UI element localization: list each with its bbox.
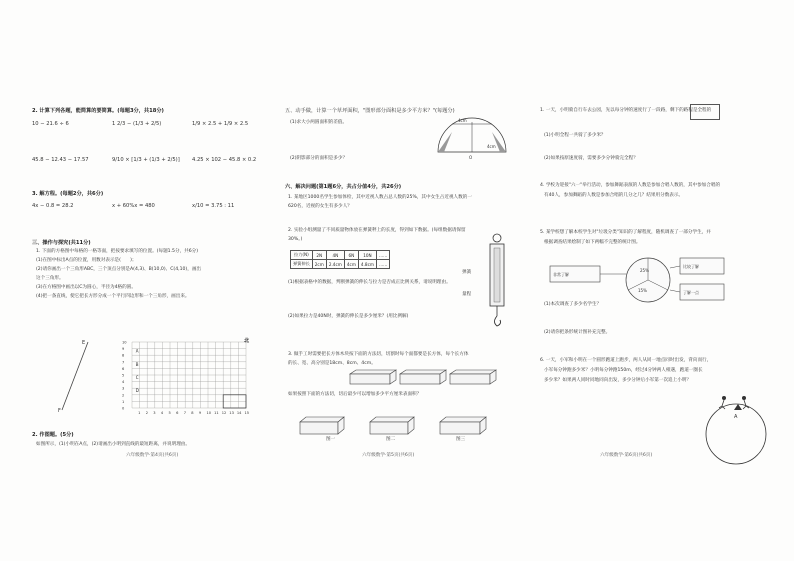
x-tick-label: 7: [183, 411, 186, 415]
section-title: 三、操作与探究(共11分): [32, 240, 91, 246]
table-row: [291, 260, 390, 269]
table-cell: ……: [376, 251, 389, 260]
question-text: (1)在图中标出A点的位置，用数对表示是( )；: [36, 258, 137, 263]
y-tick-label: 4: [122, 380, 125, 385]
spring-data-table: [290, 250, 390, 269]
label-e: E: [82, 340, 86, 346]
runner-label: A: [734, 414, 738, 420]
calc-item: 1/9 × 2.5 + 1/9 × 2.5: [192, 121, 249, 127]
question-text: (1)根据表格中的数据，判断弹簧的伸长与拉力是否成正比例关系，请说明理由。: [288, 280, 451, 285]
y-tick-label: 9: [122, 347, 125, 352]
running-track-figure: [700, 390, 780, 470]
question-text: 多少米？如果两人同时同地同向出发，多少分钟后小军第一次追上小明？: [544, 378, 692, 383]
question-text: 1. 某地区1000名学生参加体检，其中近视人数占总人数的25%，其中女生占近视人数的一: [288, 195, 472, 200]
fig-label-top: 4cm: [458, 118, 467, 123]
question-text: 如果按照下面的方法切，切后最少可以增加多少平方厘米表面积？: [288, 392, 422, 397]
grid-point-label: B: [135, 361, 139, 367]
y-tick-label: 5: [122, 373, 125, 378]
y-tick-label: 6: [122, 366, 125, 371]
y-tick-label: 2: [122, 393, 125, 398]
question-text: 有40人，参加舞蹈的人数是参加合唱的几分之几？结果用分数表示。: [544, 193, 684, 198]
y-tick-label: 10: [122, 340, 127, 345]
table-cell: 弹簧伸长: [291, 260, 313, 269]
y-tick-label: 0: [122, 406, 125, 411]
x-tick-label: 8: [191, 411, 194, 415]
answer-box: [690, 104, 720, 120]
x-tick-label: 11: [214, 411, 219, 415]
fig-label-mid: O: [469, 155, 473, 160]
block-caption: 图一: [326, 437, 336, 442]
fig-label-right: 4cm: [487, 144, 496, 149]
equation: x/10 = 3.75 : 11: [192, 203, 235, 209]
y-tick-label: 8: [122, 353, 125, 358]
question-text: (1)求大小两圆面积的差值。: [290, 120, 348, 125]
table-cell: 2.4cm: [326, 260, 344, 269]
table-cell: 4.8cm: [358, 260, 376, 269]
question-text: (2)请你把条形统计图补充完整。: [544, 330, 611, 335]
question-text: (1)本次调查了多少名学生？: [544, 302, 602, 307]
grid-point-label: C: [135, 374, 139, 380]
question-text: 2. 实验小组测量了不同质量物体放在弹簧秤上的长度，得到如下数据。(每组数据请保留: [288, 228, 466, 233]
question-text: 1. 下面的方格图中每格的一格等面，把按要求填写的位置。(每题1.5分，共6分): [36, 249, 199, 254]
chart-label: 了解一点: [683, 290, 699, 295]
x-tick-label: 9: [198, 411, 202, 415]
y-tick-label: 3: [122, 386, 125, 391]
question-text: 3. 做手工时需要把长方体木块按下面的方法切，切割时每个面都要是长方体，每个长方体: [288, 352, 469, 357]
question-text: 的长、宽、高分别是18cm、8cm、4cm。: [288, 361, 376, 366]
calc-item: 45.8 − 12.43 − 17.57: [32, 157, 89, 163]
block-row-top: [290, 368, 520, 390]
x-tick-label: 12: [221, 411, 227, 415]
table-cell: 4cm: [344, 260, 358, 269]
diagonal-line-figure: [58, 338, 98, 418]
semicircle-figure: [432, 112, 512, 162]
chart-label: 比较了解: [683, 264, 699, 269]
question-text: (2)请你画出一个三角形ABC，三个顶点分别是A(4,3)、B(10,0)、C(4,10)，画出: [36, 267, 202, 272]
question-text: 5. 某学校想了解本校学生对"垃圾分类"知识的了解程度，随机调查了一部分学生，并: [540, 230, 711, 235]
table-cell: 拉力(N): [291, 251, 313, 260]
q2b-title: 2. 作图题。(5分): [32, 432, 74, 438]
page-footer: 六年级数学·第4页(共6页): [126, 453, 179, 458]
x-tick-label: 1: [138, 411, 141, 415]
pie-label: 15%: [638, 288, 647, 293]
question-text: 4. 学校为迎接"六一"举行活动，参加舞蹈表演的人数是参加合唱人数的，其中参加合唱的: [540, 183, 721, 188]
equation: x + 60%x = 480: [112, 203, 155, 209]
x-tick-label: 13: [229, 411, 234, 415]
table-cell: 4N: [326, 251, 344, 260]
block-caption: 图二: [386, 437, 396, 442]
table-cell: 2cm: [312, 260, 326, 269]
question-text: (4)把一条直线，使它把长方形分成一个平行四边形和一个三角形，画出来。: [36, 294, 190, 299]
question-text: (2)阴影部分的面积是多少？: [290, 156, 348, 161]
section-title: 六、解决问题(第1题6分，共占分值4分，共26分): [285, 184, 402, 190]
page-footer: 六年级数学·第5页(共6页): [362, 453, 415, 458]
x-tick-label: 2: [145, 411, 148, 415]
calc-item: 9/10 × [1/3 + (1/3 + 2/5)]: [112, 157, 180, 163]
y-tick-label: 7: [122, 360, 125, 365]
block-caption: 图三: [456, 437, 466, 442]
q2-title: 2. 计算下列各题，能简算的要简算。(每题3分，共18分): [32, 108, 164, 114]
table-cell: 6N: [344, 251, 358, 260]
grid-point-label: D: [135, 388, 139, 394]
x-tick-label: 10: [206, 411, 212, 415]
label-f: F: [58, 408, 61, 414]
table-row: [291, 251, 390, 260]
grid-point-label: A: [135, 348, 139, 354]
x-tick-label: 5: [168, 411, 171, 415]
x-tick-label: 3: [153, 411, 156, 415]
question-text: 根据调查结果绘制了如下两幅不完整的统计图。: [544, 240, 641, 245]
scale-label: 量程: [462, 292, 472, 297]
question-text: 如图所示，(1)小明在A点，(2)请画出小明到直线的最短距离，并说明理由。: [36, 442, 190, 447]
calc-item: 1 2/3 − (1/3 + 2/5): [112, 121, 162, 127]
y-tick-label: 1: [122, 399, 125, 404]
north-label: 北: [244, 338, 250, 344]
question-text: 620名，近视的女生有多少人？: [288, 204, 352, 209]
page-footer: 六年级数学·第6页(共6页): [600, 453, 653, 458]
scale-label: 弹簧: [462, 270, 472, 275]
question-text: 30%。): [288, 237, 303, 242]
x-tick-label: 14: [236, 411, 242, 415]
table-cell: ……: [376, 260, 389, 269]
x-tick-label: 4: [160, 411, 164, 415]
q3-title: 3. 解方程。(每题2分，共6分): [32, 191, 104, 197]
question-text: 6. 一天，小军和小明在一个圆形跑道上跑步，两人从同一地点同时出发，背向而行，: [540, 358, 712, 363]
chart-label: 非常了解: [553, 272, 569, 277]
calc-item: 4.25 × 102 − 45.8 × 0.2: [192, 157, 257, 163]
table-cell: 10N: [358, 251, 376, 260]
question-text: (2)如果拉力是40N时，弹簧的伸长是多少厘米？(用比例解): [288, 314, 409, 319]
equation: 4x − 0.8 = 28.2: [32, 203, 74, 209]
coordinate-grid: [122, 338, 252, 418]
spring-scale-icon: [482, 232, 512, 332]
question-text: (3)在方格图中画出以C为圆心，半径为4格的圆。: [36, 285, 136, 290]
section-text: 五、动手做，计算一个草坪面积，"图形部分面积是多少平方米？"(每题分): [285, 108, 455, 114]
pie-label: 25%: [640, 268, 649, 273]
calc-item: 10 − 21.6 ÷ 6: [32, 121, 69, 127]
question-text: 这个三角形。: [36, 276, 64, 281]
x-tick-label: 15: [244, 411, 250, 415]
question-text: 小军每分钟跑多少米？小明每分钟跑150m，经过4分钟两人相遇，跑道一圈长: [544, 368, 703, 373]
question-text: (1)小明全程一共骑了多少米？: [544, 133, 606, 138]
table-cell: 2N: [312, 251, 326, 260]
block-row-bottom: [290, 414, 520, 444]
x-tick-label: 6: [176, 411, 179, 415]
question-text: (2)如果按原速度骑，需要多少分钟骑完全程？: [544, 156, 638, 161]
question-text: 1. 一天，小明骑自行车去公园，先以每分钟的速度行了一段路，剩下的路程是全程的: [540, 108, 712, 113]
